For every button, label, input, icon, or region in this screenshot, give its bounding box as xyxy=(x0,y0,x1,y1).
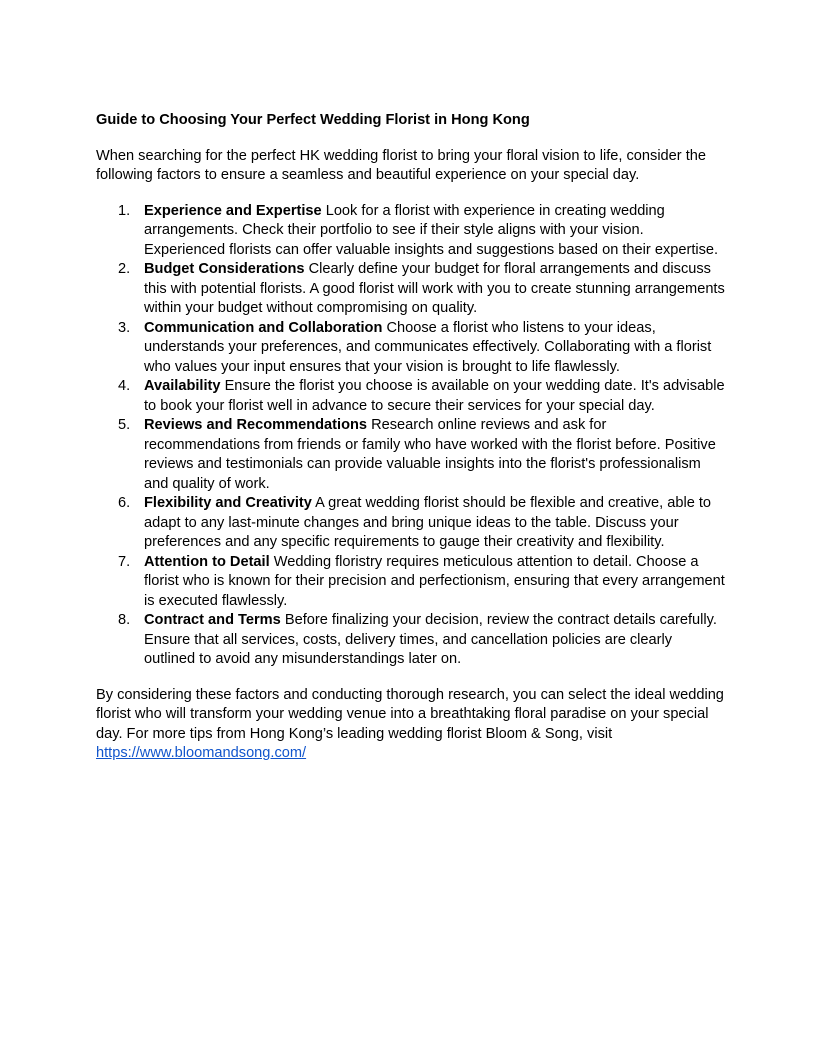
list-item xyxy=(96,611,726,670)
list-item xyxy=(96,202,726,261)
list-item-number: 4. xyxy=(118,378,131,394)
list-item-heading: Communication and Collaboration xyxy=(144,319,383,336)
list-item-heading: Contract and Terms xyxy=(144,612,281,628)
list-item xyxy=(96,260,726,319)
list-item-body: Clearly define your budget for floral arrangements and discuss this with potential florists. A good florist will work with you to create stunning arrangements within your budget without compromising on quality. xyxy=(144,261,725,316)
list-item-number: 2. xyxy=(118,261,131,277)
factors-list xyxy=(96,202,726,670)
list-item-body: Look for a florist with experience in creating wedding arrangements. Check their portfolio to see if their style aligns with your vision. Experienced florists can offer valuable insights and suggestions based on their expertise. xyxy=(144,202,719,258)
intro-paragraph: When searching for the perfect HK wedding florist to bring your floral vision to life, consider the following factors to ensure a seamless and beautiful experience on your special day. xyxy=(96,147,706,183)
list-item-number: 6. xyxy=(118,495,131,511)
list-item-heading: Availability xyxy=(144,378,221,394)
list-item-number: 7. xyxy=(118,553,131,570)
closing-paragraph xyxy=(96,686,726,764)
list-item xyxy=(96,377,726,416)
closing-text: By considering these factors and conducting thorough research, you can select the ideal wedding florist who will transform your wedding venue into a breathtaking floral paradise on your special day. For more tips from Hong Kong’s leading wedding florist Bloom & Song, visit xyxy=(96,686,724,742)
list-item-number: 1. xyxy=(118,202,131,219)
list-item-heading: Attention to Detail xyxy=(144,553,270,570)
list-item-heading: Flexibility and Creativity xyxy=(144,495,312,511)
list-item xyxy=(96,553,726,612)
list-item xyxy=(96,416,726,494)
list-item-number: 8. xyxy=(118,612,131,628)
document-title: Guide to Choosing Your Perfect Wedding Florist in Hong Kong xyxy=(96,112,530,128)
list-item-body: Choose a florist who listens to your ideas, understands your preferences, and communicates effectively. Collaborating with a florist who values your input ensures that your vision is brought to life flawlessly. xyxy=(144,319,712,375)
list-item-heading: Experience and Expertise xyxy=(144,202,322,219)
list-item-number: 3. xyxy=(118,319,131,336)
list-item-body: Wedding floristry requires meticulous attention to detail. Choose a florist who is known for their precision and perfectionism, ensuring that every arrangement is executed flawlessly. xyxy=(144,553,725,609)
website-link[interactable]: https://www.bloomandsong.com/ xyxy=(96,745,307,761)
document-page xyxy=(96,111,726,764)
list-item xyxy=(96,319,726,378)
list-item xyxy=(96,494,726,553)
list-item-body: Before finalizing your decision, review the contract details carefully. Ensure that all services, costs, delivery times, and cancellation policies are clearly outlined to avoid any misunderstandings later on. xyxy=(144,612,717,667)
list-item-heading: Reviews and Recommendations xyxy=(144,417,368,433)
list-item-body: Ensure the florist you choose is available on your wedding date. It's advisable to book your florist well in advance to secure their services for your special day. xyxy=(144,378,725,414)
list-item-body: Research online reviews and ask for recommendations from friends or family who have worked with the florist before. Positive reviews and testimonials can provide valuable insights into the florist's professionalism and quality of work. xyxy=(144,417,716,492)
list-item-body: A great wedding florist should be flexible and creative, able to adapt to any last-minute changes and bring unique ideas to the table. Discuss your preferences and any specific requirements to gauge their creativity and flexibility. xyxy=(144,495,712,550)
list-item-number: 5. xyxy=(118,417,131,433)
list-item-heading: Budget Considerations xyxy=(144,261,305,277)
